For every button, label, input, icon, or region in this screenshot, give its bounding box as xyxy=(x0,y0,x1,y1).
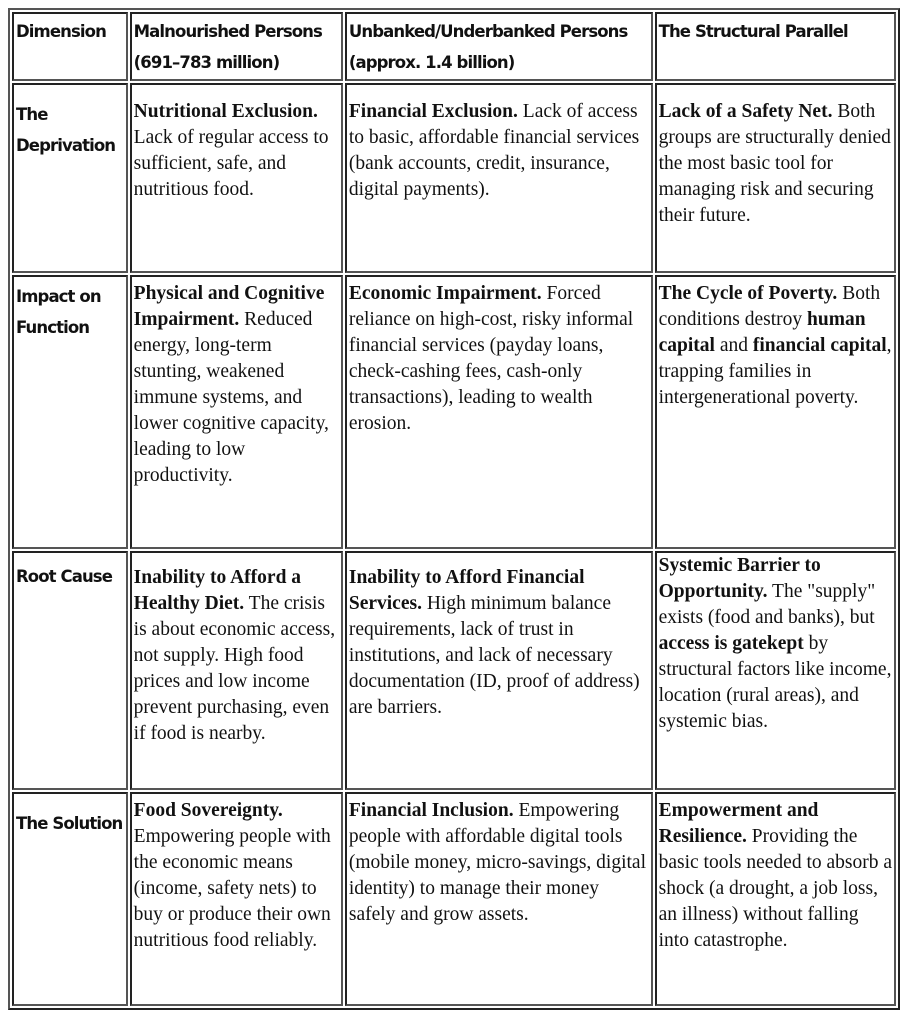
cell-text: Forced reliance on high-cost, risky informal financial services (payday loans, check-cashing fees, cash-only transactions), leading to wealth erosion. xyxy=(348,282,634,434)
table-row xyxy=(12,551,896,789)
malnourished-cell xyxy=(130,551,343,789)
cell-text: and xyxy=(714,334,753,356)
parallel-cell xyxy=(655,275,896,550)
cell-text: by structural factors like income, location (rural areas), and systemic bias. xyxy=(658,633,892,733)
cell-lead: Empowerment and Resilience. xyxy=(658,799,819,847)
cell-text: Empowering people with the economic means (income, safety nets) to buy or produce their own nutritious food reliably. xyxy=(133,825,331,951)
cell-lead: Financial Inclusion. xyxy=(348,799,514,821)
cell-text: Both conditions destroy xyxy=(658,282,881,330)
malnourished-cell xyxy=(130,275,343,550)
comparison-table xyxy=(8,8,900,1010)
header-unbanked: Unbanked/Underbanked Persons (approx. 1.4 billion) xyxy=(345,12,653,81)
cell-text: , trapping families in intergenerational poverty. xyxy=(658,334,892,408)
cell-lead: Financial Exclusion. xyxy=(348,100,518,122)
unbanked-cell xyxy=(345,792,653,1006)
cell-emphasis: access is gatekept xyxy=(658,633,804,655)
cell-text: The "supply" exists (food and banks), but xyxy=(658,581,876,629)
cell-lead: Lack of a Safety Net. xyxy=(658,100,833,122)
cell-text: The crisis is about economic access, not supply. High food prices and low income prevent purchasing, even if food is nearby. xyxy=(133,593,336,745)
cell-emphasis: financial capital xyxy=(752,334,887,356)
unbanked-cell xyxy=(345,275,653,550)
cell-text: Lack of regular access to sufficient, safe, and nutritious food. xyxy=(133,126,329,200)
cell-lead: The Cycle of Poverty. xyxy=(658,282,838,304)
cell-text: Reduced energy, long-term stunting, weakened immune systems, and lower cognitive capacity, leading to low productivity. xyxy=(133,308,329,486)
cell-text: Both groups are structurally denied the most basic tool for managing risk and securing their future. xyxy=(658,100,891,226)
table-row xyxy=(12,792,896,1006)
cell-lead: Systemic Barrier to Opportunity. xyxy=(658,555,821,603)
cell-emphasis: human capital xyxy=(658,308,866,356)
cell-text: Lack of access to basic, affordable financial services (bank accounts, credit, insurance, digital payments). xyxy=(348,100,640,200)
header-malnourished: Malnourished Persons (691–783 million) xyxy=(130,12,343,81)
cell-lead: Inability to Afford Financial Services. xyxy=(348,567,585,615)
malnourished-cell xyxy=(130,83,343,273)
cell-lead: Physical and Cognitive Impairment. xyxy=(133,282,325,330)
unbanked-cell xyxy=(345,83,653,273)
cell-text: High minimum balance requirements, lack of trust in institutions, and lack of necessary documentation (ID, proof of address) are barriers. xyxy=(348,593,640,719)
cell-lead: Nutritional Exclusion. xyxy=(133,100,318,122)
unbanked-cell xyxy=(345,551,653,789)
parallel-cell xyxy=(655,83,896,273)
dimension-cell: Impact on Function xyxy=(12,275,128,550)
header-dimension: Dimension xyxy=(12,12,128,81)
cell-text: Providing the basic tools needed to absorb a shock (a drought, a job loss, an illness) without falling into catastrophe. xyxy=(658,825,892,951)
cell-text: Empowering people with affordable digital tools (mobile money, micro-savings, digital identity) to manage their money safely and grow assets. xyxy=(348,799,646,925)
header-parallel: The Structural Parallel xyxy=(655,12,896,81)
table-row xyxy=(12,83,896,273)
dimension-cell: The Solution xyxy=(12,792,128,1006)
cell-lead: Food Sovereignty. xyxy=(133,799,283,821)
cell-lead: Economic Impairment. xyxy=(348,282,542,304)
dimension-cell: The Deprivation xyxy=(12,83,128,273)
cell-lead: Inability to Afford a Healthy Diet. xyxy=(133,567,302,615)
table-row xyxy=(12,275,896,550)
parallel-cell xyxy=(655,792,896,1006)
dimension-cell: Root Cause xyxy=(12,551,128,789)
parallel-cell xyxy=(655,551,896,789)
malnourished-cell xyxy=(130,792,343,1006)
header-row xyxy=(12,12,896,81)
